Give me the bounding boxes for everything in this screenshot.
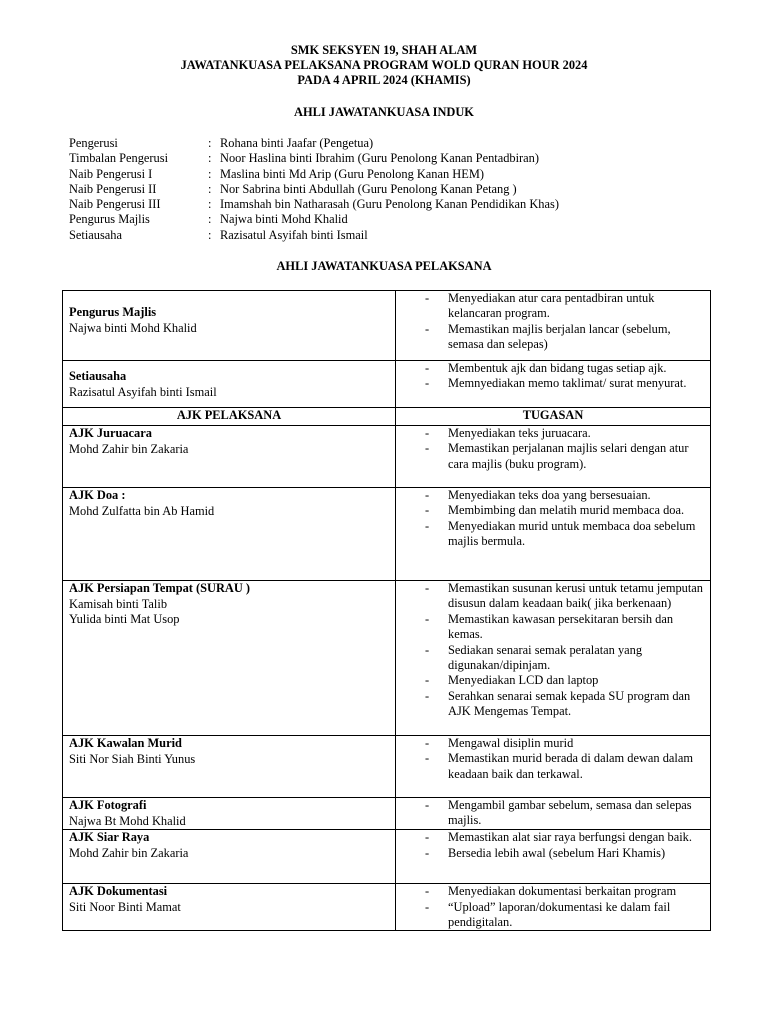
task-text: Membimbing dan melatih murid membaca doa. <box>448 503 685 518</box>
committee-row <box>63 798 711 830</box>
tasks-cell <box>396 581 711 736</box>
task-text: “Upload” laporan/dokumentasi ke dalam fail pendigitalan. <box>448 899 671 929</box>
committee-title: AJK Dokumentasi <box>69 884 168 899</box>
task-item <box>400 798 704 829</box>
committee-title: AJK Siar Raya <box>69 830 150 845</box>
task-item <box>400 846 704 861</box>
task-item <box>400 830 704 845</box>
task-item <box>400 322 704 353</box>
committee-title: JAWATANKUASA PELAKSANA PROGRAM WOLD QURAN HOUR 2024 <box>180 58 588 73</box>
committee-cell <box>63 736 396 798</box>
separator: : <box>208 212 212 227</box>
task-item <box>400 689 704 720</box>
dash-bullet: - <box>425 642 430 657</box>
committee-cell <box>63 291 396 361</box>
task-text: Bersedia lebih awal (sebelum Hari Khamis) <box>448 845 666 860</box>
pelaksana-table <box>62 290 711 931</box>
dash-bullet: - <box>425 899 430 914</box>
committee-title: AJK Juruacara <box>69 426 152 440</box>
committee-row <box>63 488 711 581</box>
task-item <box>400 441 704 472</box>
induk-members-table <box>69 136 729 243</box>
committee-cell <box>63 581 396 736</box>
task-item <box>400 673 704 688</box>
task-text: Menyediakan teks doa yang bersesuaian. <box>448 488 651 502</box>
dash-bullet: - <box>425 845 430 860</box>
tasks-cell <box>396 830 711 884</box>
task-text: Sediakan senarai semak peralatan yang digunakan/dipinjam. <box>448 642 643 673</box>
task-item <box>400 751 704 782</box>
member-name: Imamshah bin Natharasah (Guru Penolong Kanan Pendidikan Khas) <box>220 197 559 212</box>
dash-bullet: - <box>425 426 430 440</box>
dash-bullet: - <box>425 673 430 688</box>
committee-cell <box>63 798 396 830</box>
dash-bullet: - <box>425 798 430 812</box>
committee-title: AJK Kawalan Murid <box>69 736 182 750</box>
separator: : <box>208 151 212 166</box>
task-item <box>400 426 704 441</box>
tasks-cell <box>396 426 711 488</box>
task-text: Mengawal disiplin murid <box>448 736 574 750</box>
dash-bullet: - <box>425 611 430 626</box>
dash-bullet: - <box>425 291 430 305</box>
column-header-tugasan: TUGASAN <box>396 408 711 426</box>
task-text: Menyediakan dokumentasi berkaitan program <box>448 884 677 899</box>
tasks-cell <box>396 736 711 798</box>
task-item <box>400 884 704 899</box>
dash-bullet: - <box>425 361 430 375</box>
dash-bullet: - <box>425 376 430 391</box>
separator: : <box>208 136 212 150</box>
document-header <box>0 43 768 89</box>
committee-row <box>63 736 711 798</box>
committee-member: Siti Noor Binti Mamat <box>69 899 181 914</box>
committee-cell <box>63 830 396 884</box>
tasks-cell <box>396 488 711 581</box>
tasks-cell <box>396 884 711 931</box>
committee-row <box>63 361 711 408</box>
committee-member: Mohd Zulfatta bin Ab Hamid <box>69 503 215 518</box>
separator: : <box>208 181 212 196</box>
dash-bullet: - <box>425 688 430 703</box>
dash-bullet: - <box>425 488 430 502</box>
committee-title: AJK Fotografi <box>69 798 147 812</box>
member-role: Naib Pengerusi I <box>69 166 153 181</box>
task-text: Membentuk ajk dan bidang tugas setiap ajk. <box>448 361 667 375</box>
dash-bullet: - <box>425 581 430 595</box>
committee-row <box>63 426 711 488</box>
dash-bullet: - <box>425 736 430 750</box>
task-text: Memnyediakan memo taklimat/ surat menyurat. <box>448 376 687 391</box>
committee-member: Mohd Zahir bin Zakaria <box>69 441 189 456</box>
dash-bullet: - <box>425 830 430 845</box>
task-text: Menyediakan atur cara pentadbiran untuk kelancaran program. <box>448 291 655 321</box>
committee-member: Najwa Bt Mohd Khalid <box>69 813 186 828</box>
pelaksana-heading: AHLI JAWATANKUASA PELAKSANA <box>276 259 492 273</box>
task-item <box>400 361 704 376</box>
committee-cell <box>63 884 396 931</box>
task-text: Menyediakan LCD dan laptop <box>448 673 599 688</box>
dash-bullet: - <box>425 884 430 899</box>
task-text: Memastikan perjalanan majlis selari dengan atur cara majlis (buku program). <box>448 441 689 471</box>
member-role: Naib Pengerusi III <box>69 197 161 212</box>
task-text: Memastikan kawasan persekitaran bersih dan kemas. <box>448 611 674 642</box>
committee-member: Najwa binti Mohd Khalid <box>69 320 197 335</box>
committee-member: Yulida binti Mat Usop <box>69 612 180 627</box>
task-item <box>400 503 704 518</box>
task-text: Memastikan murid berada di dalam dewan dalam keadaan baik dan terkawal. <box>448 751 693 781</box>
task-item <box>400 581 704 612</box>
task-text: Serahkan senarai semak kepada SU program dan AJK Mengemas Tempat. <box>448 688 691 719</box>
task-text: Mengambil gambar sebelum, semasa dan selepas majlis. <box>448 798 692 828</box>
dash-bullet: - <box>425 503 430 518</box>
task-item <box>400 736 704 751</box>
member-name: Razisatul Asyifah binti Ismail <box>220 227 368 242</box>
committee-title: Pengurus Majlis <box>69 305 157 319</box>
induk-member-row <box>69 197 729 212</box>
induk-member-row <box>69 228 729 243</box>
task-text: Memastikan alat siar raya berfungsi dengan baik. <box>448 830 692 845</box>
separator: : <box>208 166 212 181</box>
tasks-cell <box>396 291 711 361</box>
committee-row <box>63 291 711 361</box>
event-date: PADA 4 APRIL 2024 (KHAMIS) <box>297 73 471 88</box>
committee-cell <box>63 488 396 581</box>
induk-member-row <box>69 212 729 227</box>
member-name: Rohana binti Jaafar (Pengetua) <box>220 136 374 150</box>
committee-row <box>63 830 711 884</box>
committee-row <box>63 581 711 736</box>
tasks-cell <box>396 798 711 830</box>
member-name: Noor Haslina binti Ibrahim (Guru Penolong Kanan Pentadbiran) <box>220 151 539 166</box>
tasks-cell <box>396 361 711 408</box>
task-item <box>400 376 704 391</box>
committee-title: Setiausaha <box>69 369 127 383</box>
separator: : <box>208 227 212 242</box>
task-text: Menyediakan murid untuk membaca doa sebelum majlis bermula. <box>448 518 696 549</box>
school-name: SMK SEKSYEN 19, SHAH ALAM <box>290 43 478 57</box>
committee-cell <box>63 426 396 488</box>
task-item <box>400 488 704 503</box>
task-list <box>400 426 704 472</box>
committee-member: Siti Nor Siah Binti Yunus <box>69 751 196 766</box>
task-text: Memastikan susunan kerusi untuk tetamu jemputan disusun dalam keadaan baik( jika berkenaan) <box>448 581 703 611</box>
induk-member-row <box>69 151 729 166</box>
committee-cell <box>63 361 396 408</box>
task-list <box>400 736 704 782</box>
committee-title: AJK Persiapan Tempat (SURAU ) <box>69 581 251 595</box>
column-header-ajk: AJK PELAKSANA <box>63 408 396 426</box>
task-list <box>400 884 704 930</box>
task-item <box>400 900 704 931</box>
member-role: Timbalan Pengerusi <box>69 151 169 166</box>
member-name: Maslina binti Md Arip (Guru Penolong Kanan HEM) <box>220 166 484 181</box>
committee-member: Razisatul Asyifah binti Ismail <box>69 384 217 399</box>
dash-bullet: - <box>425 321 430 336</box>
table-header-row <box>63 408 711 426</box>
task-list <box>400 581 704 720</box>
committee-row <box>63 884 711 931</box>
committee-title: AJK Doa : <box>69 488 126 502</box>
dash-bullet: - <box>425 518 430 533</box>
task-item <box>400 291 704 322</box>
induk-heading: AHLI JAWATANKUASA INDUK <box>294 105 474 119</box>
dash-bullet: - <box>425 441 430 456</box>
member-name: Najwa binti Mohd Khalid <box>220 212 348 227</box>
task-list <box>400 291 704 353</box>
induk-member-row <box>69 167 729 182</box>
member-role: Setiausaha <box>69 227 122 242</box>
task-list <box>400 488 704 550</box>
task-text: Menyediakan teks juruacara. <box>448 426 591 440</box>
task-item <box>400 519 704 550</box>
task-list <box>400 798 704 829</box>
committee-member: Mohd Zahir bin Zakaria <box>69 845 189 860</box>
task-list <box>400 361 704 392</box>
task-item <box>400 612 704 643</box>
task-item <box>400 643 704 674</box>
task-text: Memastikan majlis berjalan lancar (sebelum, semasa dan selepas) <box>448 321 671 352</box>
member-name: Nor Sabrina binti Abdullah (Guru Penolong Kanan Petang ) <box>220 181 517 196</box>
induk-member-row <box>69 136 729 151</box>
member-role: Pengurus Majlis <box>69 212 150 227</box>
member-role: Pengerusi <box>69 136 118 150</box>
dash-bullet: - <box>425 751 430 766</box>
member-role: Naib Pengerusi II <box>69 181 157 196</box>
committee-member: Kamisah binti Talib <box>69 596 168 611</box>
induk-member-row <box>69 182 729 197</box>
task-list <box>400 830 704 861</box>
separator: : <box>208 197 212 212</box>
